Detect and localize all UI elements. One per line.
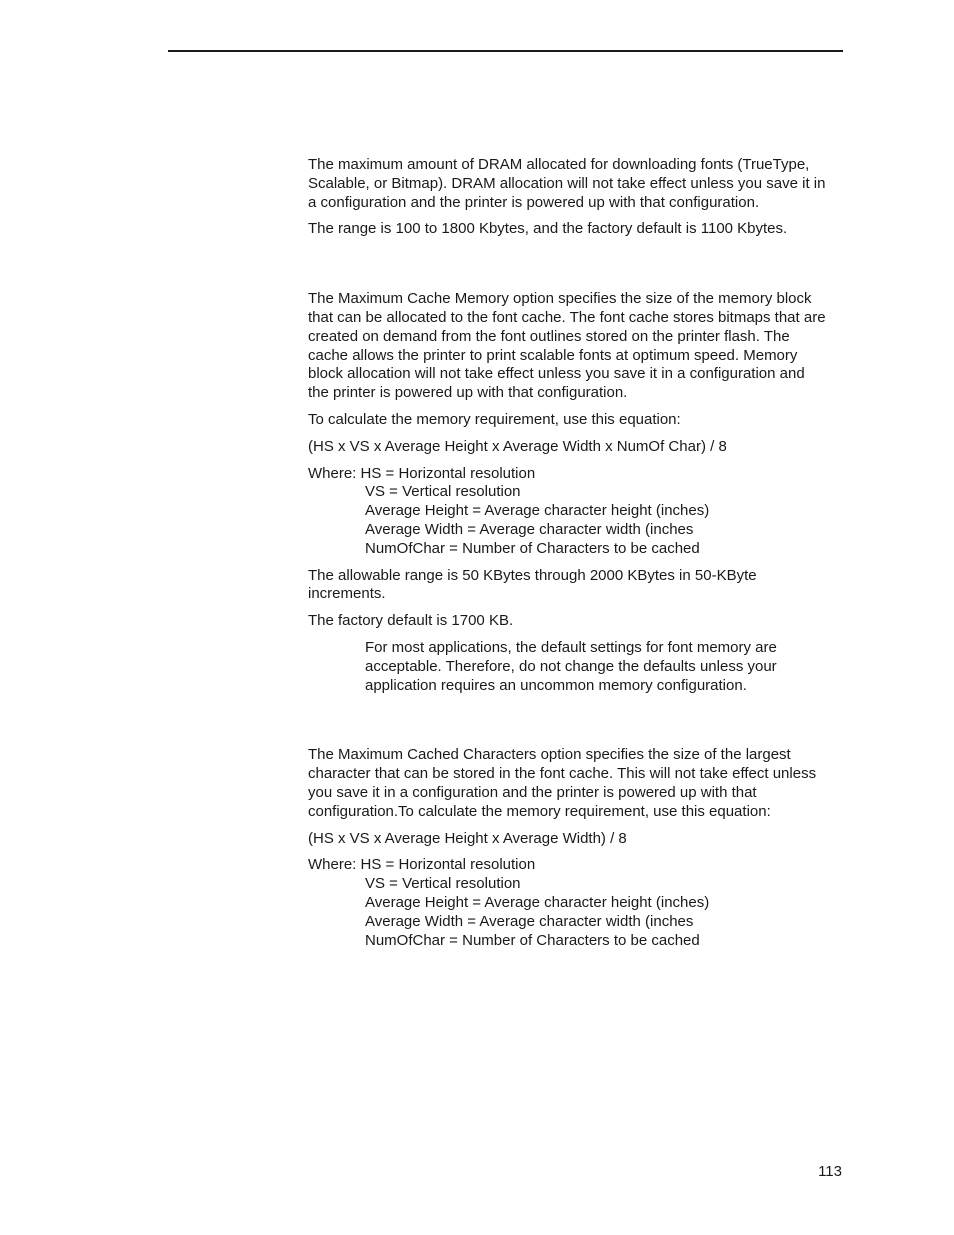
dram-line-2: Scalable, or Bitmap). DRAM allocation will not take effect unless you save it in (308, 174, 826, 192)
cache-range (308, 567, 848, 605)
cache-equation: (HS x VS x Average Height x Average Width x NumOf Char) / 8 (308, 437, 727, 455)
chars-where-width: Average Width = Average character width (inches (365, 912, 694, 930)
note-line-1: For most applications, the default settings for font memory are (365, 638, 777, 656)
cache-range-line-1: The allowable range is 50 KBytes through 2000 KBytes in 50-KByte (308, 566, 757, 584)
cache-where-block (308, 465, 848, 559)
chars-line-4: configuration.To calculate the memory requirement, use this equation: (308, 802, 771, 820)
chars-where-vs: VS = Vertical resolution (365, 875, 521, 893)
cache-line-4: cache allows the printer to print scalable fonts at optimum speed. Memory (308, 346, 798, 364)
cache-default: The factory default is 1700 KB. (308, 612, 514, 630)
cache-memory-description (308, 290, 848, 403)
page-body (308, 156, 848, 950)
chars-where-block (308, 856, 848, 950)
note-line-2: acceptable. Therefore, do not change the defaults unless your (365, 657, 777, 675)
cache-where-height: Average Height = Average character height (inches) (365, 502, 710, 520)
cache-where-width: Average Width = Average character width (inches (365, 520, 694, 538)
cache-line-6: the printer is powered up with that configuration. (308, 384, 628, 402)
dram-range: The range is 100 to 1800 Kbytes, and the factory default is 1100 Kbytes. (308, 220, 788, 238)
chars-line-3: you save it in a configuration and the printer is powered up with that (308, 783, 757, 801)
cache-line-1: The Maximum Cache Memory option specifies the size of the memory block (308, 290, 812, 308)
cache-where-numofchar: NumOfChar = Number of Characters to be cached (365, 539, 700, 557)
dram-description (308, 156, 848, 212)
cache-where-first: Where: HS = Horizontal resolution (308, 464, 536, 482)
note-line-3: application requires an uncommon memory configuration. (365, 676, 747, 694)
font-memory-note (308, 639, 848, 695)
cache-line-3: created on demand from the font outlines stored on the printer flash. The (308, 327, 790, 345)
cache-line-2: that can be allocated to the font cache. The font cache stores bitmaps that are (308, 308, 826, 326)
cached-characters-description (308, 746, 848, 821)
chars-equation: (HS x VS x Average Height x Average Width) / 8 (308, 829, 627, 847)
header-rule (168, 50, 843, 52)
page-number: 113 (818, 1163, 842, 1180)
cache-calc-intro: To calculate the memory requirement, use this equation: (308, 410, 681, 428)
chars-line-2: character that can be stored in the font cache. This will not take effect unless (308, 765, 817, 783)
chars-where-height: Average Height = Average character height (inches) (365, 893, 710, 911)
chars-line-1: The Maximum Cached Characters option specifies the size of the largest (308, 746, 791, 764)
cache-line-5: block allocation will not take effect unless you save it in a configuration and (308, 365, 805, 383)
chars-where-first: Where: HS = Horizontal resolution (308, 856, 536, 874)
dram-line-3: a configuration and the printer is powered up with that configuration. (308, 193, 760, 211)
cache-where-vs: VS = Vertical resolution (365, 483, 521, 501)
dram-line-1: The maximum amount of DRAM allocated for downloading fonts (TrueType, (308, 156, 810, 173)
chars-where-numofchar: NumOfChar = Number of Characters to be cached (365, 931, 700, 949)
cache-range-line-2: increments. (308, 585, 386, 603)
